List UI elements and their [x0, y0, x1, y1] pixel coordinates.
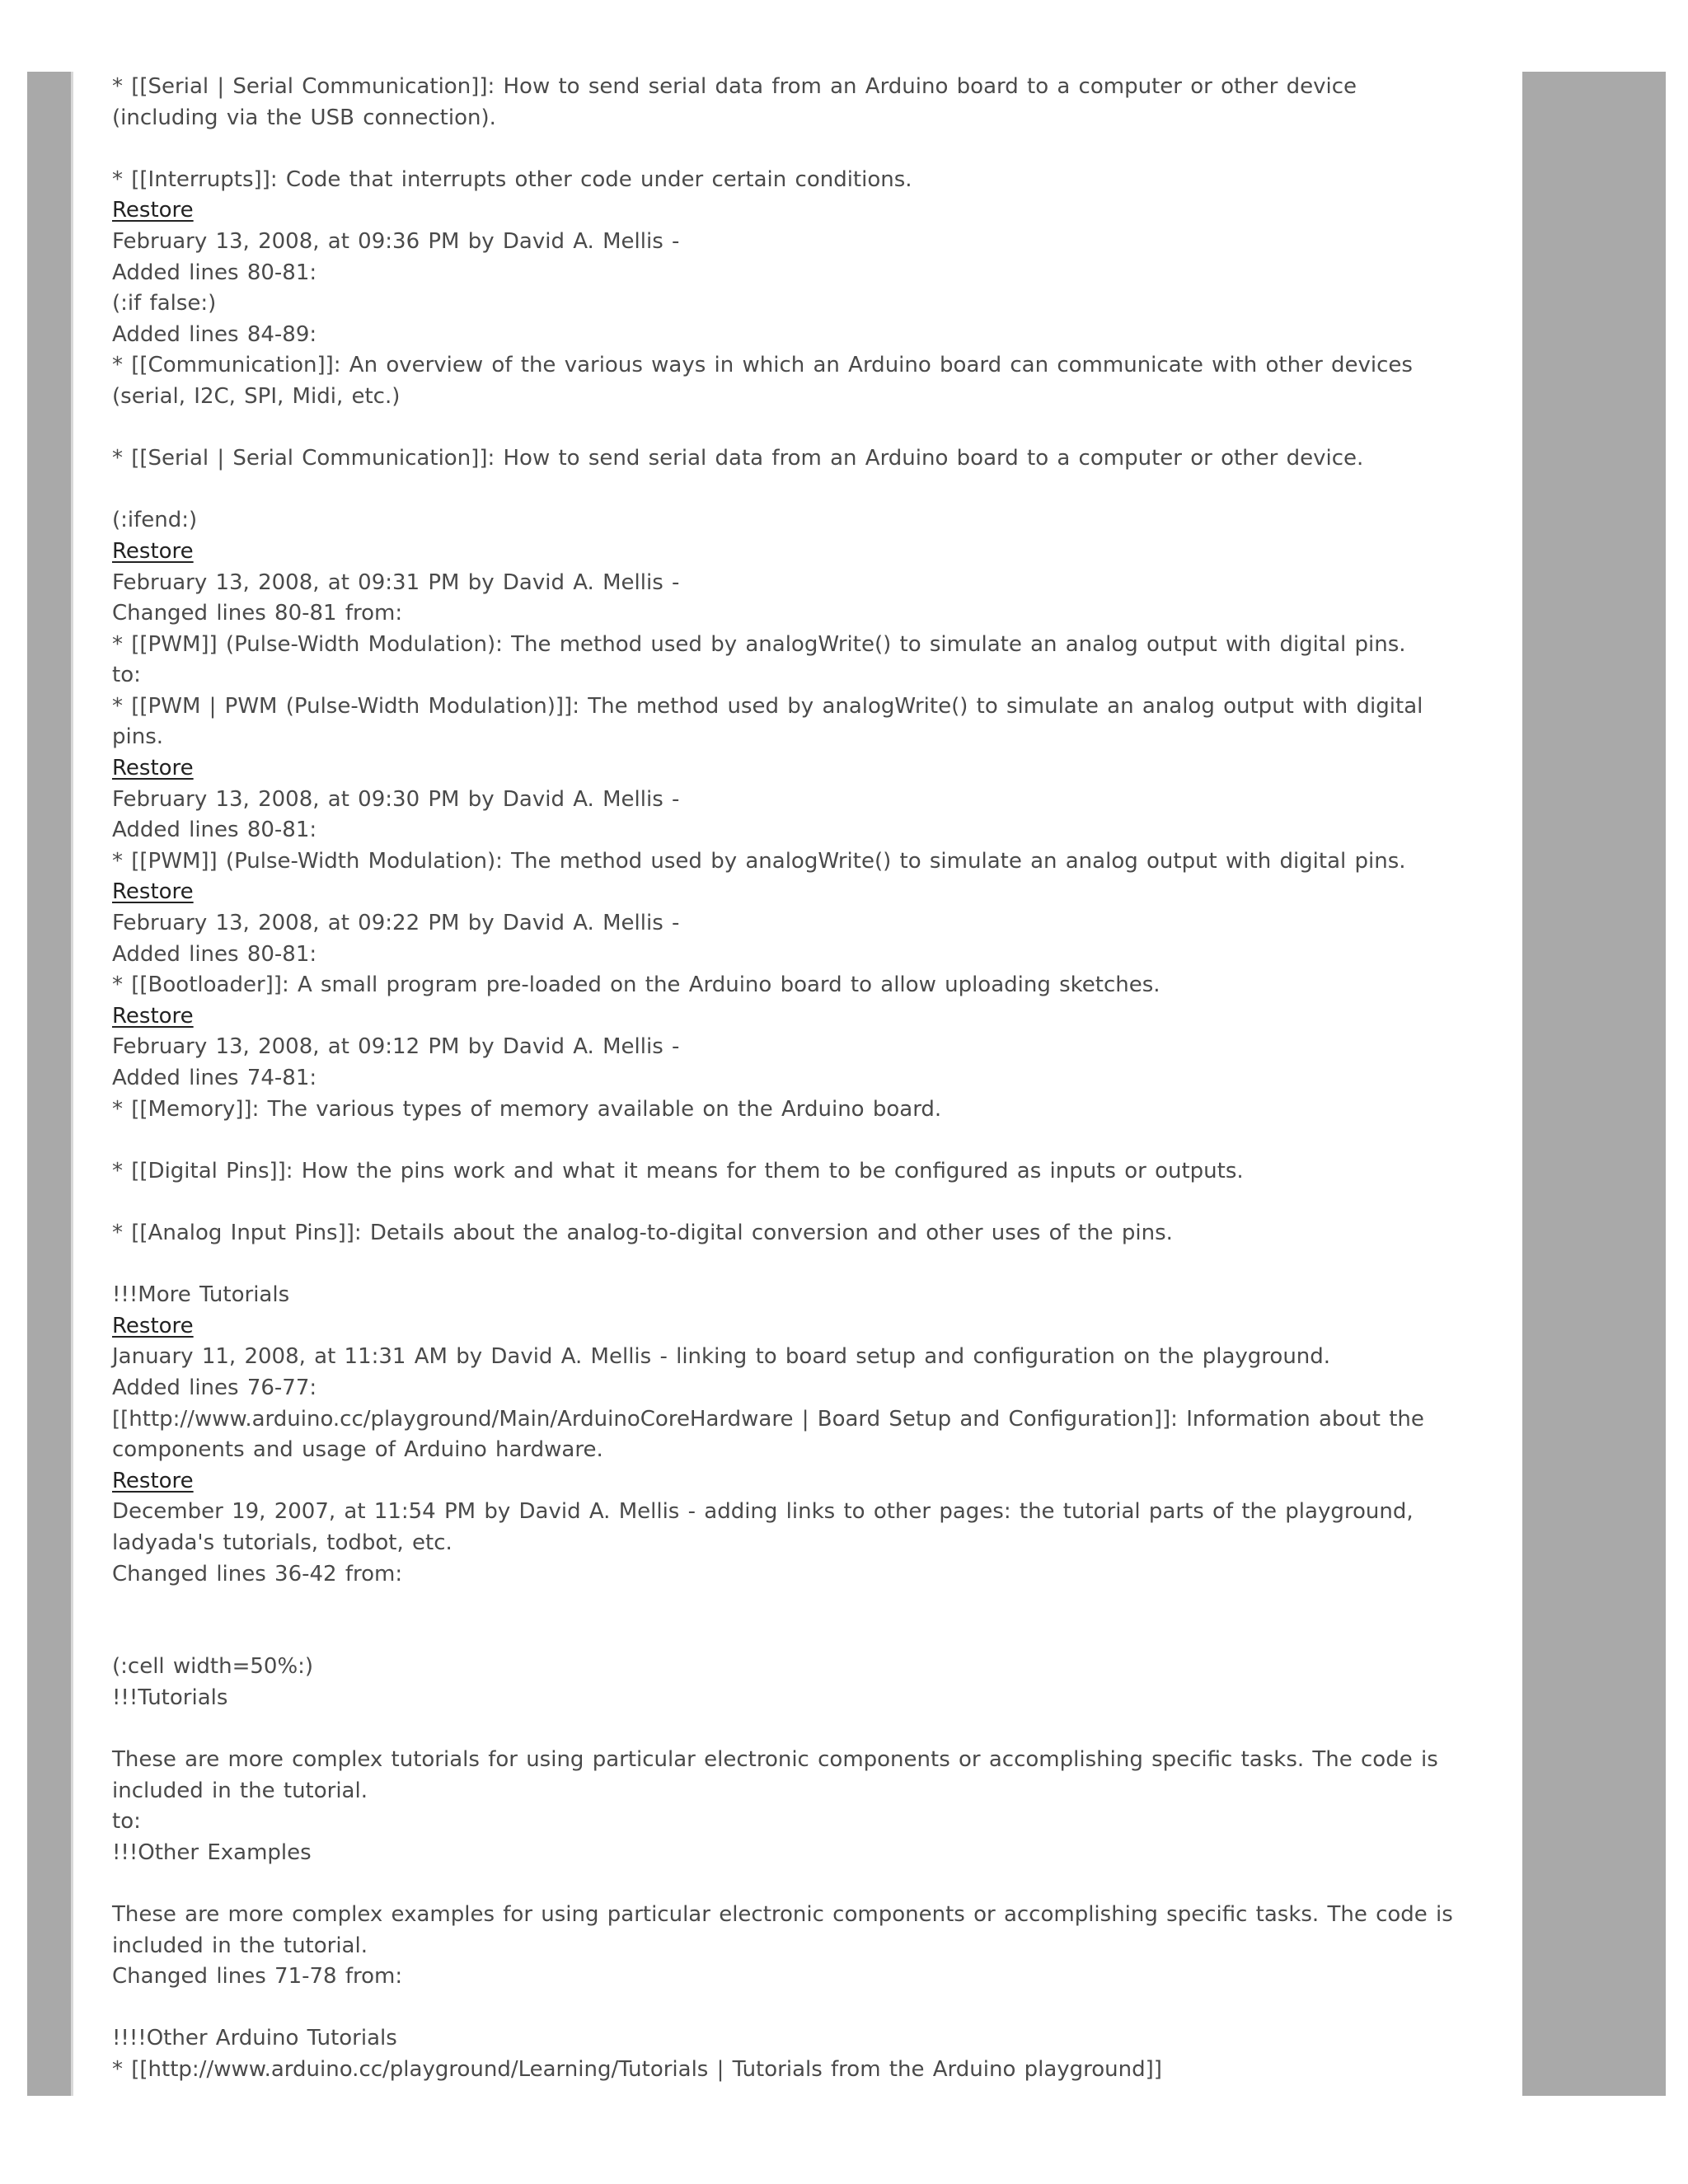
blank-line — [112, 1590, 1464, 1621]
history-text-line: * [[PWM]] (Pulse-Width Modulation): The method used by analogWrite() to simulate an analog output with digital pins. — [112, 848, 1406, 874]
history-text-line: Added lines 76-77: — [112, 1375, 317, 1400]
history-text-line: Changed lines 36-42 from: — [112, 1561, 403, 1586]
history-text-line: February 13, 2008, at 09:30 PM by David A. Mellis - — [112, 786, 680, 812]
blank-line — [112, 1713, 1464, 1745]
history-text-line: * [[Communication]]: An overview of the various ways in which an Arduino board can communicate with other devices (serial, I2C, SPI, Midi, etc.) — [112, 353, 1422, 409]
history-text-line: February 13, 2008, at 09:36 PM by David A. Mellis - — [112, 228, 680, 254]
blank-line — [112, 1249, 1464, 1281]
history-text-line: !!!More Tutorials — [112, 1282, 290, 1308]
history-text-line: Added lines 84-89: — [112, 321, 317, 347]
history-text-line: !!!Other Examples — [112, 1840, 312, 1865]
history-text-line: Changed lines 71-78 from: — [112, 1964, 403, 1990]
history-text-line: (:cell width=50%:) — [112, 1654, 314, 1680]
history-text-line: !!!!Other Arduino Tutorials — [112, 2026, 397, 2051]
restore-link[interactable]: Restore — [112, 879, 194, 905]
blank-line — [112, 1868, 1464, 1900]
history-text-line: * [[http://www.arduino.cc/playground/Learning/Tutorials | Tutorials from the Arduino playground]] — [112, 2057, 1162, 2082]
history-text-line: January 11, 2008, at 11:31 AM by David A. Mellis - linking to board setup and configuration on the playground. — [112, 1344, 1331, 1370]
blank-line — [112, 1187, 1464, 1218]
blank-line — [112, 1621, 1464, 1652]
blank-line — [112, 1125, 1464, 1156]
blank-line — [112, 134, 1464, 165]
history-text-line: to: — [112, 1809, 141, 1835]
history-text-line: to: — [112, 663, 141, 688]
restore-link[interactable]: Restore — [112, 1313, 194, 1338]
page-history-content — [112, 72, 1464, 2086]
history-text-line: * [[Serial | Serial Communication]]: How to send serial data from an Arduino board to a computer or other device (including via the USB connection). — [112, 74, 1366, 130]
history-text-line: These are more complex examples for using particular electronic components or accomplishing specific tasks. The code is included in the tutorial. — [112, 1902, 1462, 1958]
blank-line — [112, 1993, 1464, 2024]
left-sidebar-bar — [27, 72, 73, 2096]
history-text-line: February 13, 2008, at 09:12 PM by David A. Mellis - — [112, 1034, 680, 1060]
history-text-line: December 19, 2007, at 11:54 PM by David A. Mellis - adding links to other pages: the tutorial parts of the playground, ladyada's tutorials, todbot, etc. — [112, 1499, 1422, 1555]
history-text-line: February 13, 2008, at 09:31 PM by David A. Mellis - — [112, 569, 680, 595]
history-text-line: (:if false:) — [112, 291, 217, 316]
blank-line — [112, 413, 1464, 444]
history-text-line: Added lines 80-81: — [112, 260, 317, 285]
history-text-line: * [[PWM]] (Pulse-Width Modulation): The method used by analogWrite() to simulate an analog output with digital pins. — [112, 631, 1406, 657]
history-text-line: These are more complex tutorials for using particular electronic components or accomplishing specific tasks. The code is included in the tutorial. — [112, 1747, 1447, 1803]
history-text-line: Changed lines 80-81 from: — [112, 601, 403, 626]
restore-link[interactable]: Restore — [112, 756, 194, 781]
history-text-line: !!!Tutorials — [112, 1685, 228, 1710]
history-text-line: February 13, 2008, at 09:22 PM by David A. Mellis - — [112, 911, 680, 936]
history-text-line: * [[Serial | Serial Communication]]: How to send serial data from an Arduino board to a computer or other device. — [112, 446, 1364, 471]
history-text-line: Added lines 74-81: — [112, 1066, 317, 1090]
right-sidebar-bar — [1522, 72, 1666, 2096]
history-text-line: Added lines 80-81: — [112, 818, 317, 843]
history-text-line: * [[Interrupts]]: Code that interrupts other code under certain conditions. — [112, 166, 912, 192]
history-text-line: * [[Digital Pins]]: How the pins work and what it means for them to be configured as inputs or outputs. — [112, 1158, 1244, 1183]
restore-link[interactable]: Restore — [112, 1003, 194, 1029]
history-text-line: [[http://www.arduino.cc/playground/Main/ArduinoCoreHardware | Board Setup and Configuration]]: Information about the components and usage of Arduino hardware. — [112, 1406, 1433, 1463]
restore-link[interactable]: Restore — [112, 1468, 194, 1493]
history-text-line: * [[PWM | PWM (Pulse-Width Modulation)]]: The method used by analogWrite() to simulate an analog output with digital pins. — [112, 693, 1432, 750]
blank-line — [112, 475, 1464, 506]
restore-link[interactable]: Restore — [112, 538, 194, 564]
history-text-line: * [[Analog Input Pins]]: Details about the analog-to-digital conversion and other uses of the pins. — [112, 1220, 1173, 1245]
history-text-line: * [[Memory]]: The various types of memory available on the Arduino board. — [112, 1096, 942, 1122]
history-text-line: * [[Bootloader]]: A small program pre-loaded on the Arduino board to allow uploading sketches. — [112, 972, 1160, 998]
history-text-line: (:ifend:) — [112, 508, 198, 533]
restore-link[interactable]: Restore — [112, 198, 194, 223]
history-text-line: Added lines 80-81: — [112, 941, 317, 967]
